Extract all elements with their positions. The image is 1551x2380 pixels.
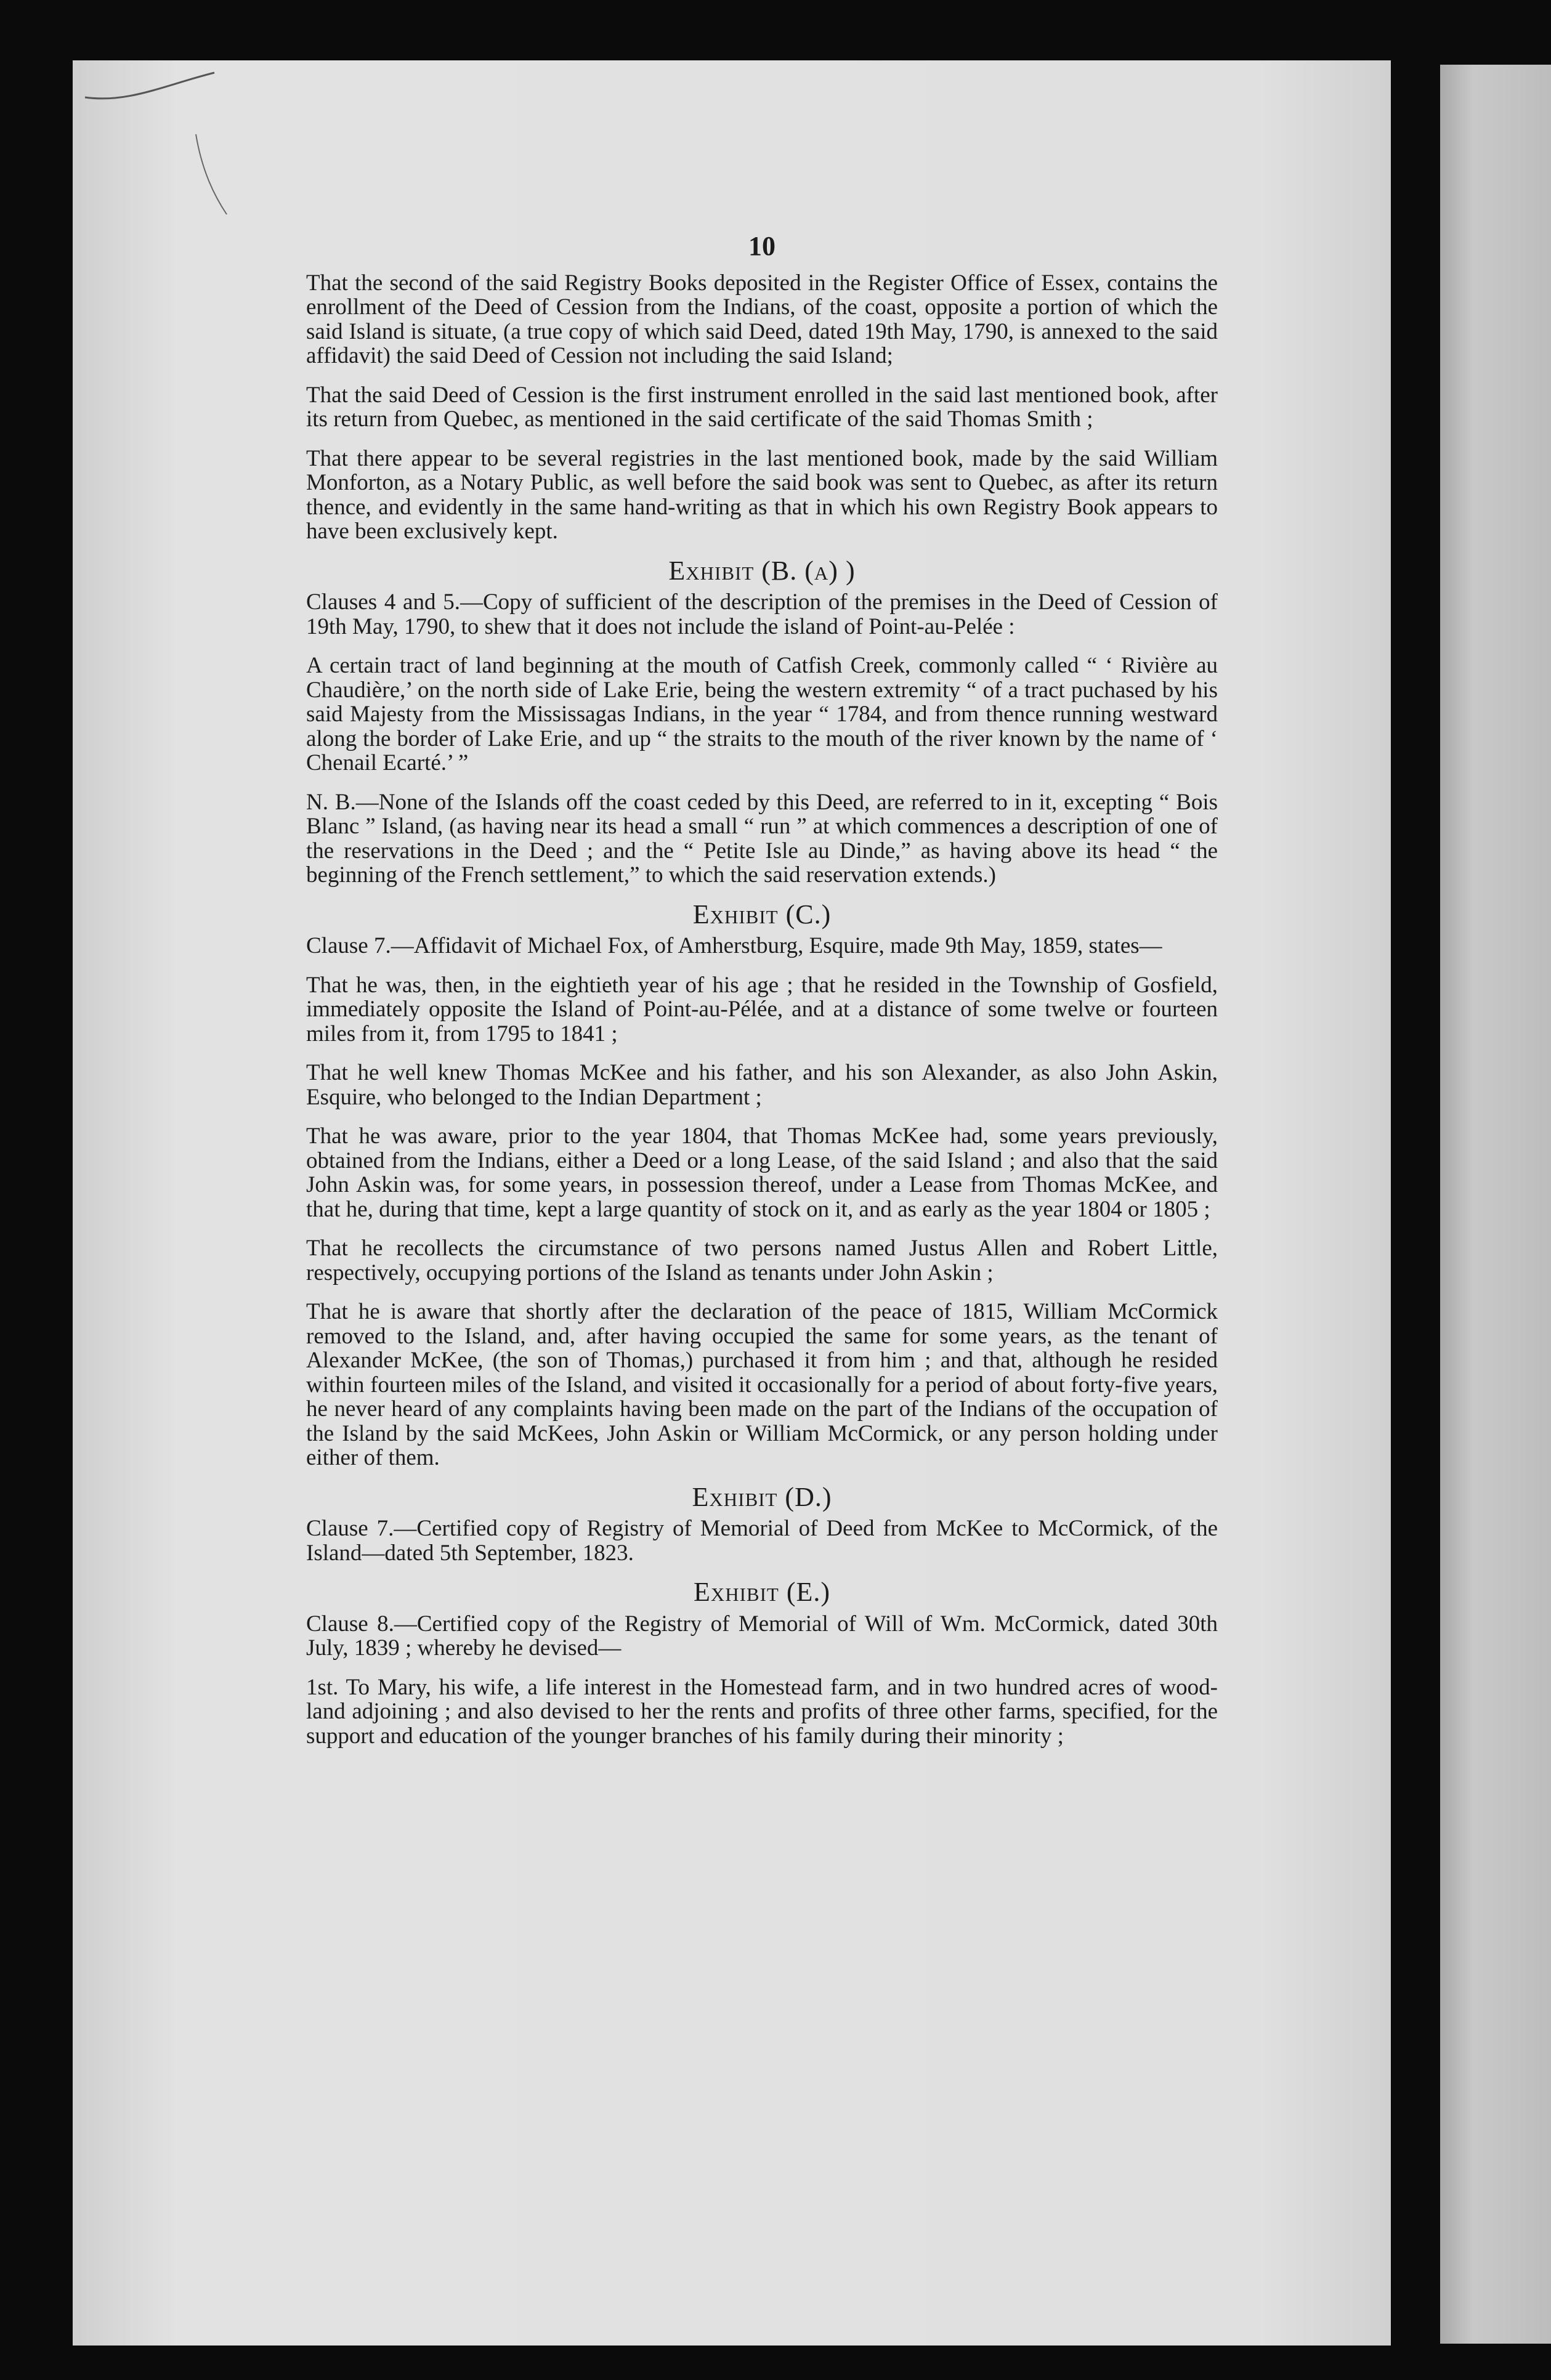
exhibit-e-item-1: 1st. To Mary, his wife, a life interest in the Homestead farm, and in two hundred acres of wood-land adjoining ; and also devised to her the rents and profits of three other farms, specified, for the support and education of the younger branches of his family during their minority ; xyxy=(306,1674,1218,1749)
exhibit-e-clause: Clause 8.—Certified copy of the Registry of Memorial of Will of Wm. McCormick, dated 30th July, 1839 ; whereby he devised— xyxy=(306,1611,1218,1661)
paragraph: That he was, then, in the eightieth year of his age ; that he resided in the Township of Gosfield, immediately opposite the Island of Point-au-Pélée, and at a distance of some twelve or fourteen miles from it, from 1795 to 1841 ; xyxy=(306,972,1218,1046)
paragraph: That the said Deed of Cession is the first instrument enrolled in the said last mentioned book, after its return from Quebec, as mentioned in the said certificate of the said Thomas Smith ; xyxy=(306,382,1218,432)
exhibit-b-heading: Exhibit (B. (a) ) xyxy=(668,555,856,586)
exhibit-c-clause: Clause 7.—Affidavit of Michael Fox, of Amherstburg, Esquire, made 9th May, 1859, states— xyxy=(306,933,1162,958)
paragraph: That the second of the said Registry Books deposited in the Register Office of Essex, contains the enrollment of the Deed of Cession from the Indians, of the coast, opposite a portion of which the said Island is situate, (a true copy of which said Deed, dated 19th May, 1790, is annexed to the said affidavit) the said Deed of Cession not including the said Island; xyxy=(306,270,1218,368)
paragraph: That there appear to be several registries in the last mentioned book, made by the said William Monforton, as a Notary Public, as well before the said book was sent to Quebec, as after its return thence, and evidently in the same hand-writing as that in which his own Registry Book appears to have been exclusively kept. xyxy=(306,445,1218,544)
adjacent-page-edge xyxy=(1440,65,1551,2344)
paragraph: That he recollects the circumstance of two persons named Justus Allen and Robert Little, respectively, occupying portions of the Island as tenants under John Askin ; xyxy=(306,1236,1218,1285)
torn-corner-mark xyxy=(73,60,245,221)
exhibit-b-quote: A certain tract of land beginning at the mouth of Catfish Creek, commonly called “ ‘ Rivière au Chaudière,’ on the north side of Lake Erie, being the western extremity “ of a tract puchased by his said Majesty from the Mississagas Indians, in the year “ 1784, and from thence running westward along the border of Lake Erie, and up “ the straits to the mouth of the river known by the name of ‘ Chenail Ecarté.’ ” xyxy=(306,653,1218,775)
exhibit-b-clause: Clauses 4 and 5.—Copy of sufficient of the description of the premises in the Deed of Cession of 19th May, 1790, to shew that it does not include the island of Point-au-Pelée : xyxy=(306,589,1218,639)
paragraph: That he well knew Thomas McKee and his father, and his son Alexander, as also John Askin, Esquire, who belonged to the Indian Department ; xyxy=(306,1060,1218,1110)
paragraph: That he is aware that shortly after the declaration of the peace of 1815, William McCormick removed to the Island, and, after having occupied the same for some years, as the tenant of Alexander McKee, (the son of Thomas,) purchased it from him ; and that, although he resided within fourteen miles of the Island, and visited it occasionally for a period of about forty-five years, he never heard of any complaints having been made on the part of the Indians of the occupation of the Island by the said McKees, John Askin or William McCormick, or any person holding under either of them. xyxy=(306,1299,1218,1470)
exhibit-d-heading: Exhibit (D.) xyxy=(692,1481,832,1512)
page-number: 10 xyxy=(748,231,776,261)
exhibit-c-heading: Exhibit (C.) xyxy=(692,899,832,929)
exhibit-b-note: N. B.—None of the Islands off the coast ceded by this Deed, are referred to in it, excepting “ Bois Blanc ” Island, (as having near its head a small “ run ” at which commences a description of one of the reservations in the Deed ; and the “ Petite Isle au Dinde,” as having above its head “ the beginning of the French settlement,” to which the said reservation extends.) xyxy=(306,789,1218,888)
page-text-column xyxy=(306,231,1218,1763)
exhibit-e-heading: Exhibit (E.) xyxy=(693,1577,831,1607)
exhibit-d-clause: Clause 7.—Certified copy of Registry of Memorial of Deed from McKee to McCormick, of the Island—dated 5th September, 1823. xyxy=(306,1516,1218,1566)
paragraph: That he was aware, prior to the year 1804, that Thomas McKee had, some years previously, obtained from the Indians, either a Deed or a long Lease, of the said Island ; and also that the said John Askin was, for some years, in possession thereof, under a Lease from Thomas McKee, and that he, during that time, kept a large quantity of stock on it, and as early as the year 1804 or 1805 ; xyxy=(306,1123,1218,1222)
